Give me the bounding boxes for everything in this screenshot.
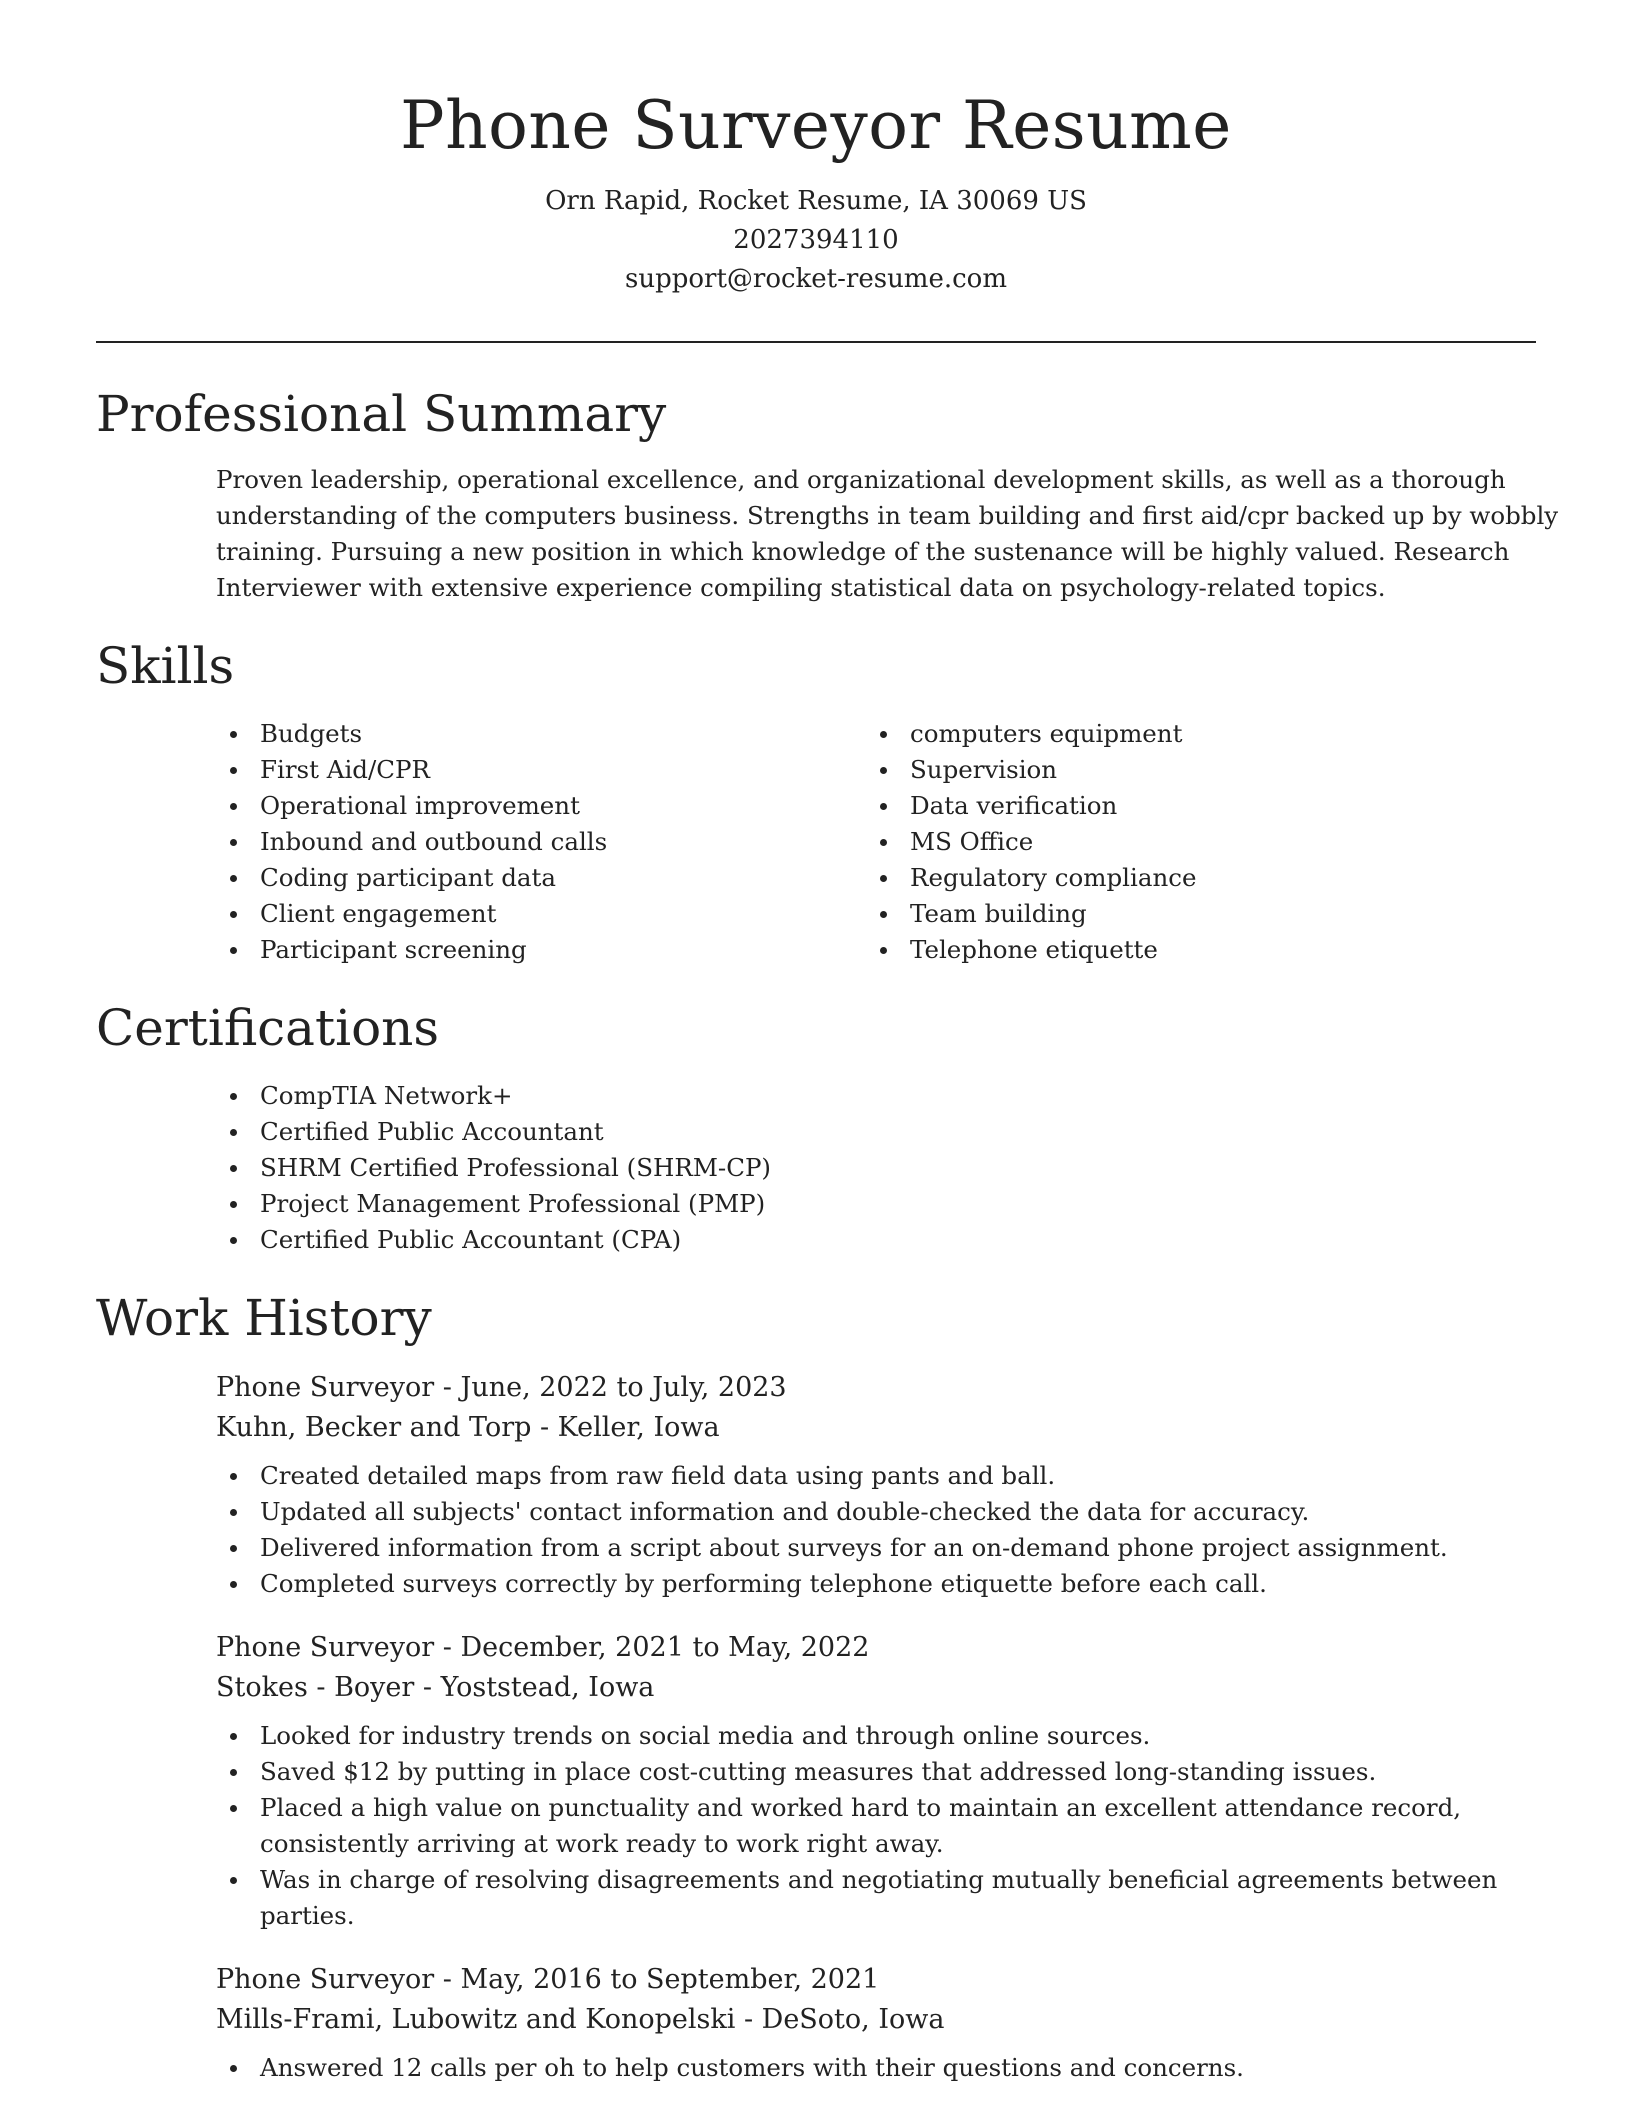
job-role-line: Phone Surveyor - December, 2021 to May, 2022 [216,1632,870,1663]
address-text: Orn Rapid, Rocket Resume, IA 30069 US [545,186,1087,216]
job-bullet: Completed surveys correctly by performing telephone etiquette before each call. [216,1566,1536,1602]
skill-item: Client engagement [216,896,866,932]
certification-item: SHRM Certified Professional (SHRM-CP) [216,1150,1536,1186]
job-entry [216,1960,1536,2086]
contact-block [0,182,1632,299]
job-company-line: Stokes - Boyer - Yoststead, Iowa [216,1672,655,1703]
job-bullet: Was in charge of resolving disagreements and negotiating mutually beneficial agreements between parties. [216,1862,1536,1934]
skill-item: Coding participant data [216,860,866,896]
skills-heading: Skills [96,637,235,695]
job-bullet: Placed a high value on punctuality and worked hard to maintain an excellent attendance record, consistently arriving at work ready to work right away. [216,1790,1536,1862]
summary-heading: Professional Summary [96,385,667,443]
skill-item: MS Office [866,824,1516,860]
resume-content [96,378,1559,2112]
phone-text: 2027394110 [733,225,899,255]
job-entry [216,1368,1536,1602]
skills-column-left [216,716,866,968]
job-role-line: Phone Surveyor - May, 2016 to September, 2021 [216,1964,880,1995]
skill-item: First Aid/CPR [216,752,866,788]
job-bullet: Updated all subjects' contact information and double-checked the data for accuracy. [216,1494,1536,1530]
header-divider [96,341,1536,343]
job-bullet: Created detailed maps from raw field data using pants and ball. [216,1458,1536,1494]
resume-title: Phone Surveyor Resume [400,87,1232,164]
skill-item: Supervision [866,752,1516,788]
skill-item: Team building [866,896,1516,932]
job-company-line: Kuhn, Becker and Torp - Keller, Iowa [216,1412,720,1443]
certifications-heading: Certifications [96,999,440,1057]
resume-header [0,0,1632,299]
certification-item: CompTIA Network+ [216,1078,1536,1114]
job-bullet: Answered 12 calls per oh to help customers with their questions and concerns. [216,2050,1536,2086]
skill-item: Inbound and outbound calls [216,824,866,860]
job-entry [216,1628,1536,1934]
skill-item: Data verification [866,788,1516,824]
job-bullet: Delivered information from a script about surveys for an on-demand phone project assignment. [216,1530,1536,1566]
job-bullet: Looked for industry trends on social media and through online sources. [216,1718,1536,1754]
skill-item: Telephone etiquette [866,932,1516,968]
skill-item: Regulatory compliance [866,860,1516,896]
skill-item: computers equipment [866,716,1516,752]
job-bullets [216,1718,1536,1934]
job-role-line: Phone Surveyor - June, 2022 to July, 2023 [216,1372,787,1403]
certifications-list [216,1078,1536,1258]
certification-item: Certified Public Accountant (CPA) [216,1222,1536,1258]
skills-column-right [866,716,1516,968]
skill-item: Budgets [216,716,866,752]
skill-item: Participant screening [216,932,866,968]
summary-text: Proven leadership, operational excellence, and organizational development skills, as well as a thorough understanding of the computers business. Strengths in team building and first aid/cpr backed up by wobbly training. Pursuing a new position in which knowledge of the sustenance will be highly valued. Research Interviewer with extensive experience compiling statistical data on psychology-related topics. [216,465,1559,602]
skills-list [216,716,1536,968]
email-text: support@rocket-resume.com [624,264,1007,294]
job-bullets [216,2050,1536,2086]
work-history-heading: Work History [96,1289,432,1347]
skill-item: Operational improvement [216,788,866,824]
job-bullet: Saved $12 by putting in place cost-cutting measures that addressed long-standing issues. [216,1754,1536,1790]
job-bullets [216,1458,1536,1602]
job-company-line: Mills-Frami, Lubowitz and Konopelski - DeSoto, Iowa [216,2004,945,2035]
certification-item: Certified Public Accountant [216,1114,1536,1150]
certification-item: Project Management Professional (PMP) [216,1186,1536,1222]
